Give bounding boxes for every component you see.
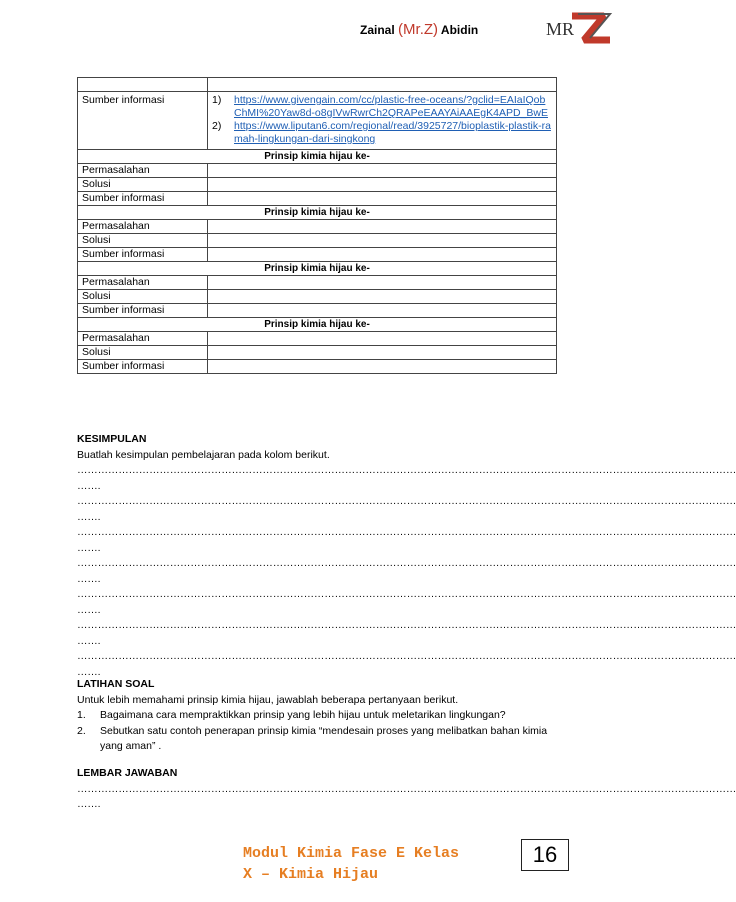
worksheet-table [77, 77, 557, 374]
dotted-line[interactable]: ……. [77, 572, 101, 585]
table-row [78, 220, 557, 234]
header-last-name: Abidin [440, 23, 479, 37]
blank-cell [78, 78, 208, 92]
table-row [78, 248, 557, 262]
mrz-logo-icon [544, 10, 614, 46]
exercise-section [77, 677, 559, 755]
source-links-cell [208, 92, 557, 150]
principle-heading: Prinsip kimia hijau ke- [78, 262, 557, 276]
problem-answer-cell[interactable] [208, 276, 557, 290]
table-row [78, 178, 557, 192]
principle-heading: Prinsip kimia hijau ke- [78, 318, 557, 332]
source-label: Sumber informasi [78, 92, 208, 150]
dotted-line[interactable]: ………………………………………………………………………………………………………………………………………………………………………… [77, 495, 736, 507]
question-text: Sebutkan satu contoh penerapan prinsip kimia “mendesain proses yang melibatkan bahan kimia yang aman” . [100, 724, 548, 752]
dotted-line[interactable]: ……. [77, 634, 101, 647]
problem-label: Permasalahan [78, 332, 208, 346]
exercise-title: LATIHAN SOAL [77, 678, 155, 690]
question-list [77, 708, 559, 755]
source-answer-cell[interactable] [208, 192, 557, 206]
exercise-instruction: Untuk lebih memahami prinsip kimia hijau, jawablah beberapa pertanyaan berikut. [77, 693, 459, 706]
dotted-line[interactable]: ………………………………………………………………………………………………………………………………………………………………………… [77, 464, 736, 476]
solution-answer-cell[interactable] [208, 290, 557, 304]
logo-text: MR [546, 19, 575, 39]
conclusion-instruction: Buatlah kesimpulan pembelajaran pada kolom berikut. [77, 448, 330, 461]
dotted-line[interactable]: ……. [77, 798, 101, 810]
list-item [77, 724, 559, 755]
footer-module-title [243, 843, 459, 885]
problem-label: Permasalahan [78, 276, 208, 290]
table-row [78, 164, 557, 178]
source-label: Sumber informasi [78, 304, 208, 318]
table-row [78, 360, 557, 374]
problem-answer-cell[interactable] [208, 332, 557, 346]
page-number: 16 [521, 839, 569, 871]
list-item [77, 708, 559, 724]
table-row [78, 206, 557, 220]
question-text: Bagaimana cara mempraktikkan prinsip yang lebih hijau untuk meletarikan lingkungan? [100, 709, 506, 721]
source-label: Sumber informasi [78, 248, 208, 262]
footer-line-1: Modul Kimia Fase E Kelas [243, 845, 460, 862]
source-label: Sumber informasi [78, 192, 208, 206]
dotted-line[interactable]: ………………………………………………………………………………………………………………………………………………………………………… [77, 619, 736, 631]
source-answer-cell[interactable] [208, 304, 557, 318]
solution-label: Solusi [78, 178, 208, 192]
table-row [78, 92, 557, 150]
dotted-line[interactable]: ………………………………………………………………………………………………………………………………………………………………………… [77, 557, 736, 569]
source-label: Sumber informasi [78, 360, 208, 374]
conclusion-title: KESIMPULAN [77, 433, 147, 445]
answer-sheet-title: LEMBAR JAWABAN [77, 767, 178, 779]
table-row [78, 346, 557, 360]
dotted-line[interactable]: ……. [77, 665, 101, 678]
source-link-2[interactable]: https://www.liputan6.com/regional/read/3925727/bioplastik-plastik-ramah-lingkungan-dari-singkong [234, 120, 551, 145]
header-author [360, 21, 478, 38]
question-number: 2. [77, 724, 86, 737]
solution-label: Solusi [78, 234, 208, 248]
footer-line-2: X – Kimia Hijau [243, 866, 379, 883]
problem-answer-cell[interactable] [208, 164, 557, 178]
blank-cell [208, 78, 557, 92]
solution-label: Solusi [78, 290, 208, 304]
table-row [78, 150, 557, 164]
table-row [78, 78, 557, 92]
dotted-line[interactable]: ……. [77, 510, 101, 523]
source-answer-cell[interactable] [208, 248, 557, 262]
conclusion-section [77, 432, 736, 680]
solution-answer-cell[interactable] [208, 234, 557, 248]
list-number: 2) [212, 120, 222, 132]
dotted-line[interactable]: ………………………………………………………………………………………………………………………………………………………………………… [77, 526, 736, 538]
dotted-line[interactable]: ………………………………………………………………………………………………………………………………………………………………………… [77, 650, 736, 662]
table-row [78, 262, 557, 276]
principle-heading: Prinsip kimia hijau ke- [78, 206, 557, 220]
dotted-line[interactable]: ……. [77, 541, 101, 554]
answer-sheet-section [77, 766, 736, 813]
table-row [78, 318, 557, 332]
dotted-line[interactable]: ………………………………………………………………………………………………………………………………………………………………………… [77, 782, 736, 795]
solution-label: Solusi [78, 346, 208, 360]
question-number: 1. [77, 709, 86, 721]
source-list [212, 94, 552, 146]
solution-answer-cell[interactable] [208, 346, 557, 360]
problem-label: Permasalahan [78, 164, 208, 178]
table-row [78, 332, 557, 346]
source-answer-cell[interactable] [208, 360, 557, 374]
list-number: 1) [212, 94, 222, 106]
list-item [212, 120, 552, 146]
table-row [78, 304, 557, 318]
table-row [78, 192, 557, 206]
header-first-name: Zainal [360, 23, 395, 37]
dotted-line[interactable]: ………………………………………………………………………………………………………………………………………………………………………… [77, 588, 736, 600]
principle-heading: Prinsip kimia hijau ke- [78, 150, 557, 164]
problem-answer-cell[interactable] [208, 220, 557, 234]
dotted-line[interactable]: ……. [77, 603, 101, 616]
list-item [212, 94, 552, 120]
table-row [78, 276, 557, 290]
header-mrz: (Mr.Z) [398, 21, 439, 38]
source-link-1[interactable]: https://www.givengain.com/cc/plastic-free-oceans/?gclid=EAIaIQobChMI%20Yaw8d-o8gIVwRwrCh2QRAPeEAAYAiAAEgK4APD_BwE [234, 94, 548, 119]
table-row [78, 290, 557, 304]
table-row [78, 234, 557, 248]
problem-label: Permasalahan [78, 220, 208, 234]
solution-answer-cell[interactable] [208, 178, 557, 192]
dotted-line[interactable]: ……. [77, 479, 101, 492]
